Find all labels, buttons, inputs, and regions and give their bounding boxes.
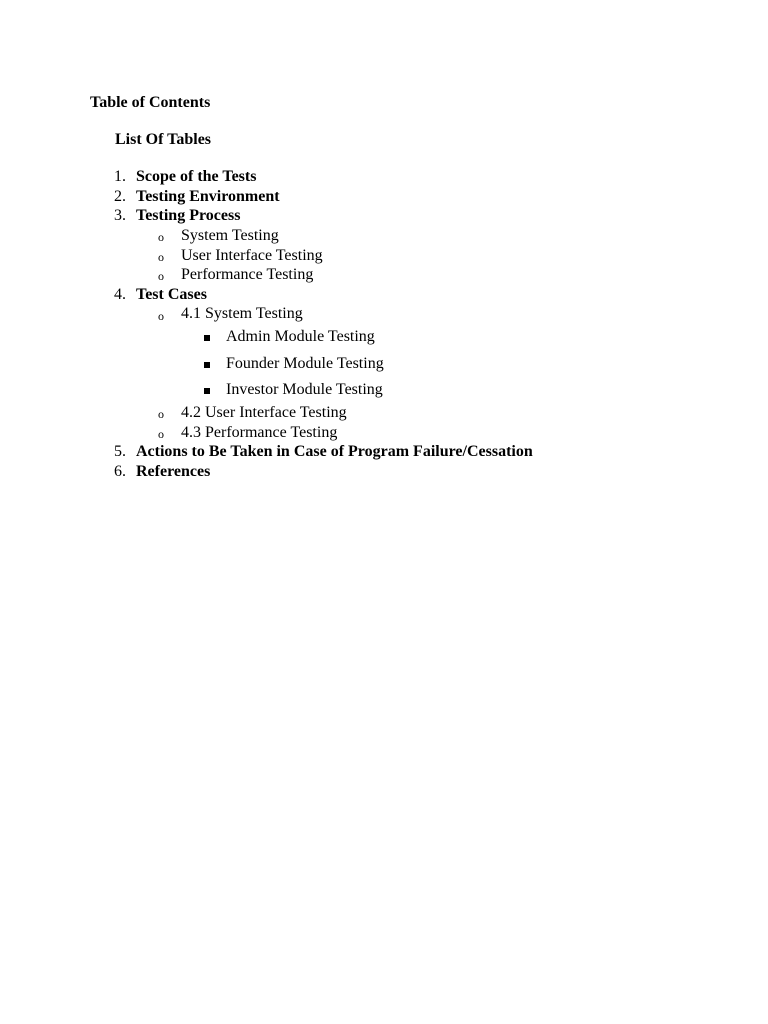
toc-item-references: References [136,463,211,480]
toc-subsubitem: Investor Module Testing [226,381,383,398]
toc-title: Table of Contents [90,94,211,111]
toc-item-number: 4. [114,286,126,303]
square-bullet-icon [204,335,210,341]
toc-subsubitem: Admin Module Testing [226,328,375,345]
toc-subitem: Performance Testing [181,266,314,283]
toc-item-number: 6. [114,463,126,480]
toc-item-number: 2. [114,188,126,205]
toc-item-number: 1. [114,168,126,185]
toc-item-number: 5. [114,443,126,460]
toc-item-test-cases: Test Cases [136,286,207,303]
square-bullet-icon [204,362,210,368]
toc-item-number: 3. [114,207,126,224]
toc-subitem: User Interface Testing [181,247,323,264]
circle-bullet-icon: o [158,407,164,421]
list-of-tables-heading: List Of Tables [115,131,212,148]
toc-subitem: System Testing [181,227,279,244]
toc-item-actions: Actions to Be Taken in Case of Program Failure/Cessation [136,443,533,460]
toc-subitem: 4.3 Performance Testing [181,424,338,441]
toc-subitem: 4.2 User Interface Testing [181,404,347,421]
square-bullet-icon [204,388,210,394]
toc-item-scope: Scope of the Tests [136,168,257,185]
toc-item-testing-environment: Testing Environment [136,188,280,205]
toc-subsubitem: Founder Module Testing [226,355,384,372]
circle-bullet-icon: o [158,427,164,441]
toc-item-testing-process: Testing Process [136,207,241,224]
circle-bullet-icon: o [158,269,164,283]
circle-bullet-icon: o [158,230,164,244]
toc-subitem: 4.1 System Testing [181,305,303,322]
circle-bullet-icon: o [158,250,164,264]
circle-bullet-icon: o [158,309,164,323]
